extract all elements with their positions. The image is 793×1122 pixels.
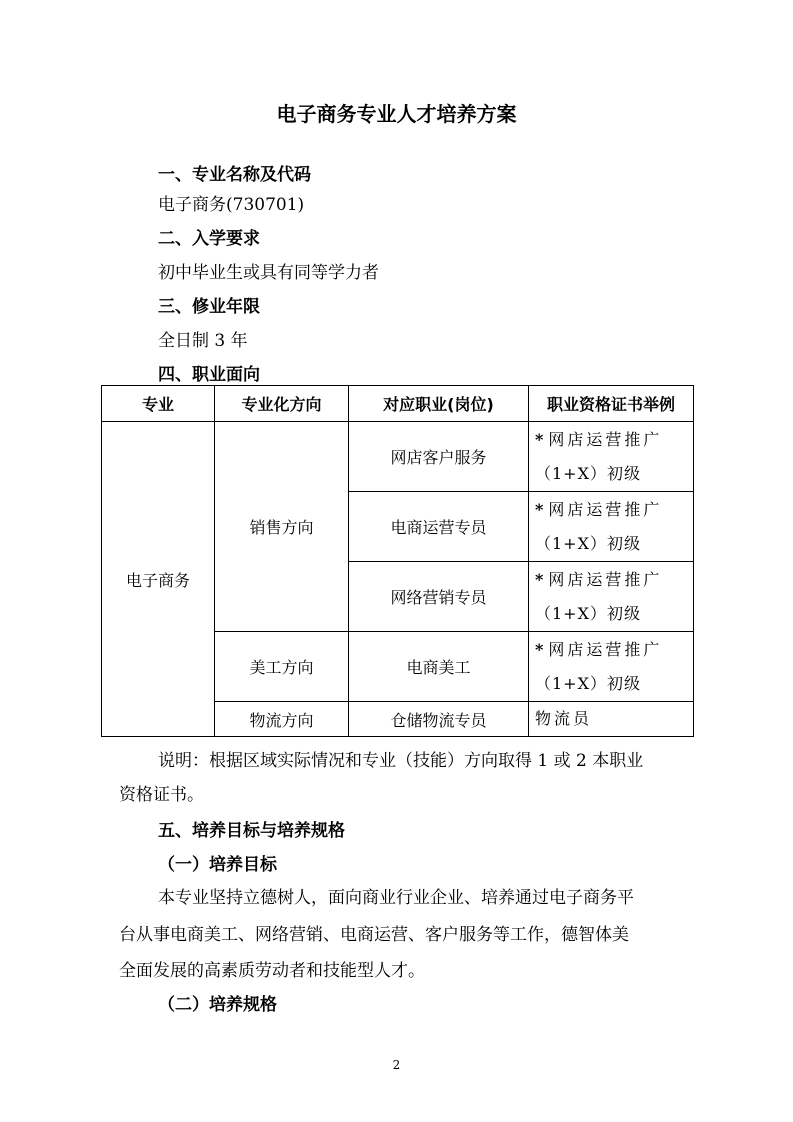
certificate-name: 网店运营推广 — [548, 639, 663, 659]
paragraph-line-1: 本专业坚持立德树人，面向商业行业企业、培养通过电子商务平 — [158, 888, 634, 908]
certificate-cell — [529, 492, 694, 562]
direction-cell: 销售方向 — [215, 422, 349, 632]
direction-cell: 美工方向 — [215, 632, 349, 702]
certificate-cell — [529, 422, 694, 492]
table-row — [102, 422, 694, 492]
certificate-level: （1+X）初级 — [535, 533, 641, 553]
section-4-heading: 四、职业面向 — [158, 365, 260, 385]
certificate-level: （1+X）初级 — [535, 463, 641, 483]
section-1-heading: 一、专业名称及代码 — [158, 165, 311, 185]
section-3-body: 全日制 3 年 — [158, 331, 248, 351]
page-number: 2 — [392, 1058, 401, 1072]
certificate-name: 网店运营推广 — [548, 569, 663, 589]
job-cell: 网络营销专员 — [349, 562, 529, 632]
direction-cell: 物流方向 — [215, 702, 349, 737]
certificate-name: 网店运营推广 — [548, 499, 663, 519]
star-marker: * — [535, 429, 547, 449]
certificate-level: （1+X）初级 — [535, 603, 641, 623]
section-1-body: 电子商务(730701) — [158, 195, 305, 215]
certificate-name: 网店运营推广 — [548, 429, 663, 449]
document-title: 电子商务专业人才培养方案 — [276, 102, 517, 126]
section-2-body: 初中毕业生或具有同等学力者 — [158, 263, 379, 283]
subsection-2-heading: （二）培养规格 — [158, 995, 277, 1015]
star-marker: * — [535, 569, 547, 589]
certificate-cell: 物流员 — [529, 702, 694, 737]
note-line-2: 资格证书。 — [119, 785, 204, 805]
star-marker: * — [535, 499, 547, 519]
section-2-heading: 二、入学要求 — [158, 229, 260, 249]
job-cell: 电商运营专员 — [349, 492, 529, 562]
header-certificate: 职业资格证书举例 — [529, 386, 694, 422]
job-cell: 仓储物流专员 — [349, 702, 529, 737]
section-3-heading: 三、修业年限 — [158, 297, 260, 317]
job-cell: 网店客户服务 — [349, 422, 529, 492]
subsection-1-heading: （一）培养目标 — [158, 855, 277, 875]
certificate-cell — [529, 632, 694, 702]
certificate-level: （1+X）初级 — [535, 673, 641, 693]
note-line-1: 说明：根据区域实际情况和专业（技能）方向取得 1 或 2 本职业 — [158, 751, 644, 771]
paragraph-line-3: 全面发展的高素质劳动者和技能型人才。 — [119, 961, 425, 981]
star-marker: * — [535, 639, 547, 659]
header-job: 对应职业(岗位) — [349, 386, 529, 422]
section-5-heading: 五、培养目标与培养规格 — [158, 821, 345, 841]
major-cell: 电子商务 — [102, 422, 215, 737]
paragraph-line-2: 台从事电商美工、网络营销、电商运营、客户服务等工作，德智体美 — [119, 925, 629, 945]
job-cell: 电商美工 — [349, 632, 529, 702]
header-direction: 专业化方向 — [215, 386, 349, 422]
occupation-table — [101, 385, 694, 737]
table-header-row — [102, 386, 694, 422]
header-major: 专业 — [102, 386, 215, 422]
certificate-cell — [529, 562, 694, 632]
